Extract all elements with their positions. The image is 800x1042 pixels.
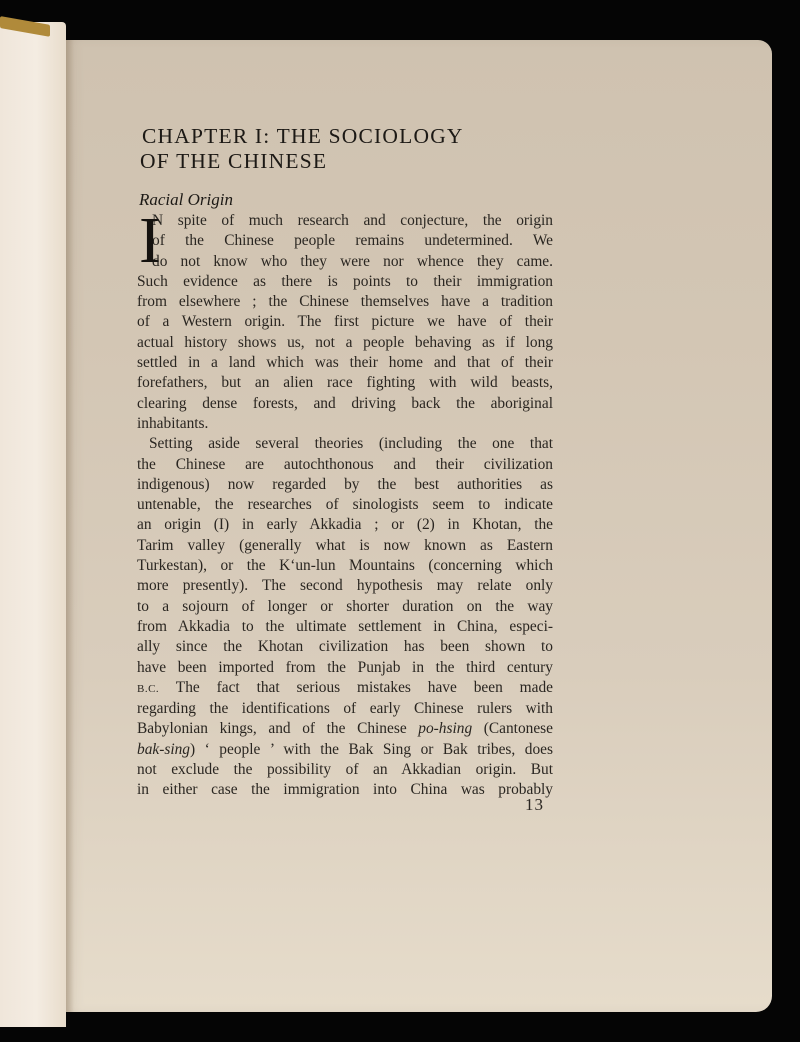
text-line: actual history shows us, not a people behaving as if long (137, 333, 553, 351)
paragraph-2 (137, 434, 553, 800)
text-fragment: (Cantonese (472, 720, 553, 738)
text-line: regarding the identifications of early Chinese rulers with (137, 700, 553, 718)
text-line: forefathers, but an alien race fighting with wild beasts, (137, 374, 553, 392)
facing-page-edge (0, 22, 66, 1027)
section-heading: Racial Origin (139, 190, 233, 209)
text-line: not exclude the possibility of an Akkadian origin. But (137, 761, 553, 779)
text-column (137, 124, 553, 801)
text-line: untenable, the researches of sinologists seem to indicate (137, 496, 553, 514)
chapter-title (137, 124, 553, 174)
text-line: indigenous) now regarded by the best authorities as (137, 475, 553, 493)
text-line: of the Chinese people remains undetermined. We (152, 232, 553, 250)
text-line: the Chinese are autochthonous and their civilization (137, 455, 553, 473)
text-line: from Akkadia to the ultimate settlement in China, especi- (137, 617, 553, 635)
text-line: to a sojourn of longer or shorter duration on the way (137, 597, 553, 615)
text-fragment: The fact that serious mistakes have been made (159, 678, 553, 696)
text-line: in either case the immigration into China was probably (137, 781, 553, 799)
text-line: have been imported from the Punjab in the third century (137, 658, 553, 676)
text-fragment: Babylonian kings, and of the Chinese (137, 720, 419, 738)
text-line: inhabitants. (137, 414, 209, 432)
text-line: Setting aside several theories (including the one that (149, 435, 553, 453)
text-line: ally since the Khotan civilization has been shown to (137, 638, 553, 656)
text-line: of a Western origin. The first picture we have of their (137, 313, 553, 331)
text-line: more presently). The second hypothesis may relate only (137, 577, 553, 595)
drop-cap: I (139, 204, 161, 277)
chapter-title-line-1: CHAPTER I: THE SOCIOLOGY (142, 124, 464, 148)
chapter-title-line-2: OF THE CHINESE (140, 149, 328, 173)
text-line: Such evidence as there is points to their immigration (137, 272, 553, 290)
page-number: 13 (525, 795, 544, 814)
text-line: Tarim valley (generally what is now known as Eastern (137, 536, 553, 554)
text-fragment: ) ‘ people ’ with the Bak Sing or Bak tribes, does (190, 740, 553, 758)
text-line: settled in a land which was their home and that of their (137, 354, 553, 372)
text-line: N spite of much research and conjecture, the origin (152, 212, 553, 229)
paragraph-1 (137, 204, 553, 434)
italic-term: po-hsing (418, 720, 473, 738)
text-line (137, 719, 553, 739)
text-line: an origin (I) in early Akkadia ; or (2) in Khotan, the (137, 516, 553, 534)
text-line: from elsewhere ; the Chinese themselves have a tradition (137, 293, 553, 311)
text-line: Turkestan), or the Kʻun-lun Mountains (concerning which (137, 557, 553, 575)
text-line: clearing dense forests, and driving back the aboriginal (137, 394, 553, 412)
era-abbreviation: B.C. (137, 682, 160, 695)
text-line: do not know who they were nor whence they came. (152, 252, 553, 270)
gutter-shadow (66, 40, 74, 1012)
text-line (137, 678, 553, 699)
italic-term: bak-sing (137, 740, 191, 758)
text-line (137, 740, 553, 760)
